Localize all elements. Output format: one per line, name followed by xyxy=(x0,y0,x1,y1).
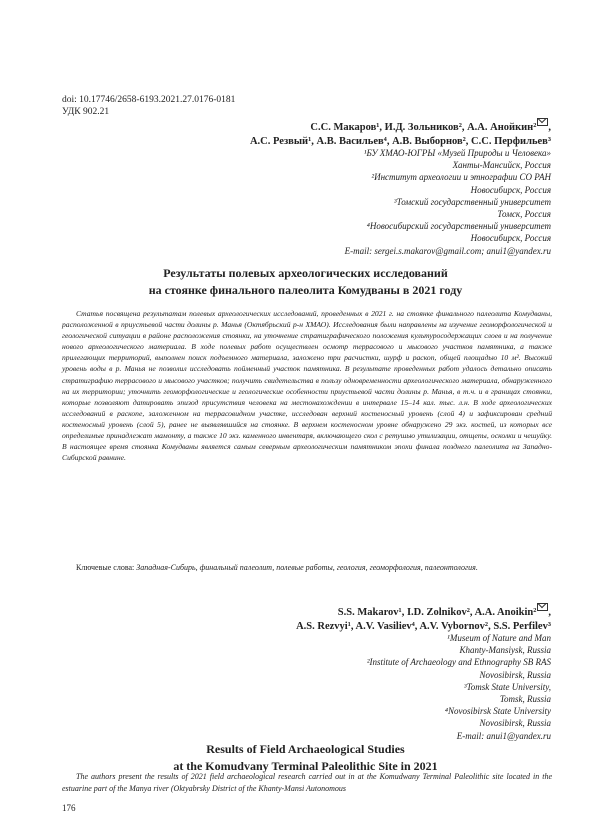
ru-keywords xyxy=(62,562,552,574)
ru-affiliation: Новосибирск, Россия xyxy=(470,233,551,244)
en-email[interactable]: E-mail: anui1@yandex.ru xyxy=(456,730,551,741)
ru-email[interactable]: E-mail: sergei.s.makarov@gmail.com; anui1@yandex.ru xyxy=(344,245,551,256)
ru-authors-line1: С.С. Макаров¹, И.Д. Зольников², А.А. Анойкин² , xyxy=(250,118,551,135)
en-affiliations xyxy=(367,632,551,742)
envelope-icon xyxy=(537,118,548,126)
page-number: 176 xyxy=(62,803,76,813)
ru-title-line1: Результаты полевых археологических исследований xyxy=(163,266,448,280)
udk: УДК 902.21 xyxy=(62,107,110,117)
ru-affiliation: ⁴Новосибирский государственный университет xyxy=(366,221,551,232)
en-affiliation: Khanty-Mansiysk, Russia xyxy=(459,645,551,656)
doi[interactable]: doi: 10.17746/2658-6193.2021.27.0176-0181 xyxy=(62,95,236,105)
en-title-line2: at the Komudvany Terminal Paleolithic Site in 2021 xyxy=(173,759,438,773)
ru-affiliation: Томск, Россия xyxy=(497,209,551,220)
ru-affiliation: ¹БУ ХМАО-ЮГРЫ «Музей Природы и Человека» xyxy=(363,148,551,158)
ru-affiliation: Ханты-Мансийск, Россия xyxy=(452,160,551,171)
keywords-label: Ключевые слова: xyxy=(76,563,135,572)
ru-affiliation: ³Томский государственный университет xyxy=(393,196,551,207)
ru-authors-line2: А.С. Резвый¹, А.В. Васильев⁴, А.В. Выборнов², С.С. Перфильев³ xyxy=(249,136,551,147)
en-affiliation: ³Tomsk State University, xyxy=(463,681,551,692)
ru-authors xyxy=(250,118,551,149)
en-affiliation: Novosibirsk, Russia xyxy=(479,718,551,729)
envelope-icon xyxy=(537,603,548,611)
ru-abstract: Статья посвящена результатам полевых археологических исследований, проведенных в 2021 г. на стоянке финального палеолита Комудваны, расположенной в приустьевой части долины р. Манья (Октябрьский р-н ХМАО). Исследования были направлены на изучение геоморфологической и геологической ситуации в районе расположения стоянки, на уточнение стратиграфического положения культуросодержащих слоев и на получение нового археологического материала. В ходе полевых работ осуществлен осмотр террасового и мысового участков памятника, а также прилегающих территорий, выполнен поиск подъемного материала, заложено три расчистки, шурф и раскоп, общей площадью 10 м². Высокий уровень воды в р. Манья не позволил исследовать пойменный участок памятника. В результате проведенных работ удалось детально описать стратиграфию террасового и мысового участков; получить свидетельства в пользу одновременности археологического материала, обнаруженного на их территории; уточнить геоморфологические и геологические особенности приустьевой части долины р. Манья, в т.ч. и в границах стоянки, которые позволяют датировать эпизод присутствия человека на местонахождении в интервале 15–14 кал. тыс. л.н. В ходе археологических исследований в раскопе, заложенном на террасовидном участке, исследован верхний костеносный уровень (слой 4) и зафиксирован средний костеносный уровень (слой 5), ранее не выявлявшийся на стоянке. В верхнем костеносном уровне обнаружено 29 экз. костей, из которых все определимые принадлежат мамонту, а также 10 экз. каменного инвентаря, включающего скол с ретушью утилизации, отщепы, осколки и чешуйку. В настоящее время стоянка Комудваны является самым северным археологическим памятником эпохи финала позднего палеолита на Западно-Сибирской равнине. xyxy=(62,309,552,463)
en-affiliation: ⁴Novosibirsk State University xyxy=(444,706,551,717)
ru-title xyxy=(0,265,611,299)
en-title xyxy=(0,741,611,775)
en-affiliation: ¹Museum of Nature and Man xyxy=(447,633,551,643)
en-title-line1: Results of Field Archaeological Studies xyxy=(206,742,405,756)
keywords-text: Западная-Сибирь, финальный палеолит, полевые работы, геология, геоморфология, палеонтология. xyxy=(136,563,478,572)
ru-affiliations xyxy=(345,147,551,257)
en-authors xyxy=(296,603,551,634)
en-authors-line1: S.S. Makarov¹, I.D. Zolnikov², A.A. Anoikin² , xyxy=(296,603,551,620)
ru-title-line2: на стоянке финального палеолита Комудваны в 2021 году xyxy=(148,283,463,297)
ru-affiliation: ²Институт археологии и этнографии СО РАН xyxy=(371,172,551,183)
en-affiliation: Tomsk, Russia xyxy=(499,694,551,705)
en-affiliation: ²Institute of Archaeology and Ethnography SB RAS xyxy=(366,657,551,668)
en-authors-line2: A.S. Rezvyi¹, A.V. Vasiliev⁴, A.V. Vybornov², S.S. Perfilev³ xyxy=(296,621,551,632)
en-abstract: The authors present the results of 2021 field archaeological research carried out in at the Komudwany Terminal Paleolithic site located in the estuarine part of the Manya river (Oktyabrsky District of the Khanty-Mansi Autonomous xyxy=(62,772,552,793)
ru-affiliation: Новосибирск, Россия xyxy=(470,184,551,195)
en-affiliation: Novosibirsk, Russia xyxy=(479,669,551,680)
